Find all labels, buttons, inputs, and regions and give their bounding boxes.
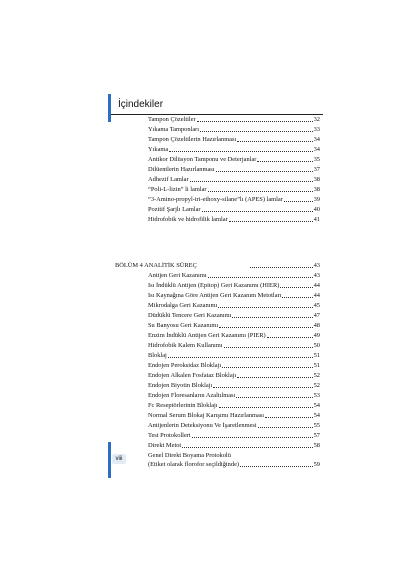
toc-entry-heading: Genel Direkt Boyama Protokolü bbox=[148, 452, 231, 459]
toc-entry: Isı Kaynağına Göre Antijen Geri Kazanım Metotları 44 bbox=[148, 292, 320, 299]
toc-entry: Yıkama 34 bbox=[148, 146, 320, 153]
toc-entry: Mikrodalga Geri Kazanımı 45 bbox=[148, 302, 320, 309]
toc-entry: Isı İndüklü Antijen (Epitop) Geri Kazanımı (HIER) 44 bbox=[148, 282, 320, 289]
toc-entry: Dilüentlerin Hazırlanması 37 bbox=[148, 166, 320, 173]
toc-entry: Adhezif Lamlar 38 bbox=[148, 176, 320, 183]
toc-entry: Düdüklü Tencere Geri Kazanımı 47 bbox=[148, 312, 320, 319]
chapter-label: BÖLÜM 4 ANALİTİK SÜREÇ bbox=[115, 262, 197, 269]
toc-entry: Antijenlerin Deteksiyonu Ve İşaretlenmesi 55 bbox=[148, 422, 320, 429]
toc-entry: Su Banyosu Geri Kazanımı 48 bbox=[148, 322, 320, 329]
toc-entry: Endojen Peroksidaz Bloklajı 51 bbox=[148, 362, 320, 369]
page-header-title: İçindekiler bbox=[118, 99, 164, 110]
toc-entry: Antijen Geri Kazanımı 43 bbox=[148, 272, 320, 279]
footer-accent-bar bbox=[108, 442, 111, 478]
toc-entry: “3-Amino-propyl-tri-ethoxy-silane”lı (APES) lamlar 39 bbox=[148, 196, 320, 203]
page-number: viii bbox=[112, 454, 126, 464]
toc-entry: 43 bbox=[196, 262, 320, 269]
toc-entry: Fc Reseptörlerinin Bloklajı 54 bbox=[148, 402, 320, 409]
toc-entry: Yıkama Tamponları 33 bbox=[148, 126, 320, 133]
toc-entry: Direkt Metot 58 bbox=[148, 442, 320, 449]
toc-entry: Tampon Çözeltiler 32 bbox=[148, 116, 320, 123]
toc-entry: Hidrofobik Kalem Kullanımı 50 bbox=[148, 342, 320, 349]
toc-entry: Hidrofobik ve hidrofilik lamlar 41 bbox=[148, 216, 320, 223]
toc-entry: Endojen Alkalen Fosfataz Bloklajı 52 bbox=[148, 372, 320, 379]
toc-entry: Tampon Çözeltilerin Hazırlanması 34 bbox=[148, 136, 320, 143]
toc-entry: Bloklaj 51 bbox=[148, 352, 320, 359]
toc-entry: Test Protokolleri 57 bbox=[148, 432, 320, 439]
toc-entry: (Etiket olarak florofor seçildiğinde) 59 bbox=[148, 461, 320, 468]
toc-entry: Pozitif Şarjlı Lamlar 40 bbox=[148, 206, 320, 213]
toc-entry: “Poli-L-lizin” li lamlar 38 bbox=[148, 186, 320, 193]
toc-entry: Antikor Dilüsyon Tamponu ve Deterjanlar 35 bbox=[148, 156, 320, 163]
toc-entry: Normal Serum Blokaj Karışımı Hazırlanması 54 bbox=[148, 412, 320, 419]
toc-entry: Endojen Biyotin Bloklajı 52 bbox=[148, 382, 320, 389]
toc-entry: Endojen Floresanların Azaltılması 53 bbox=[148, 392, 320, 399]
toc-entry: Enzim İndüklü Antijen Geri Kazanımı (PIER) 49 bbox=[148, 332, 320, 339]
